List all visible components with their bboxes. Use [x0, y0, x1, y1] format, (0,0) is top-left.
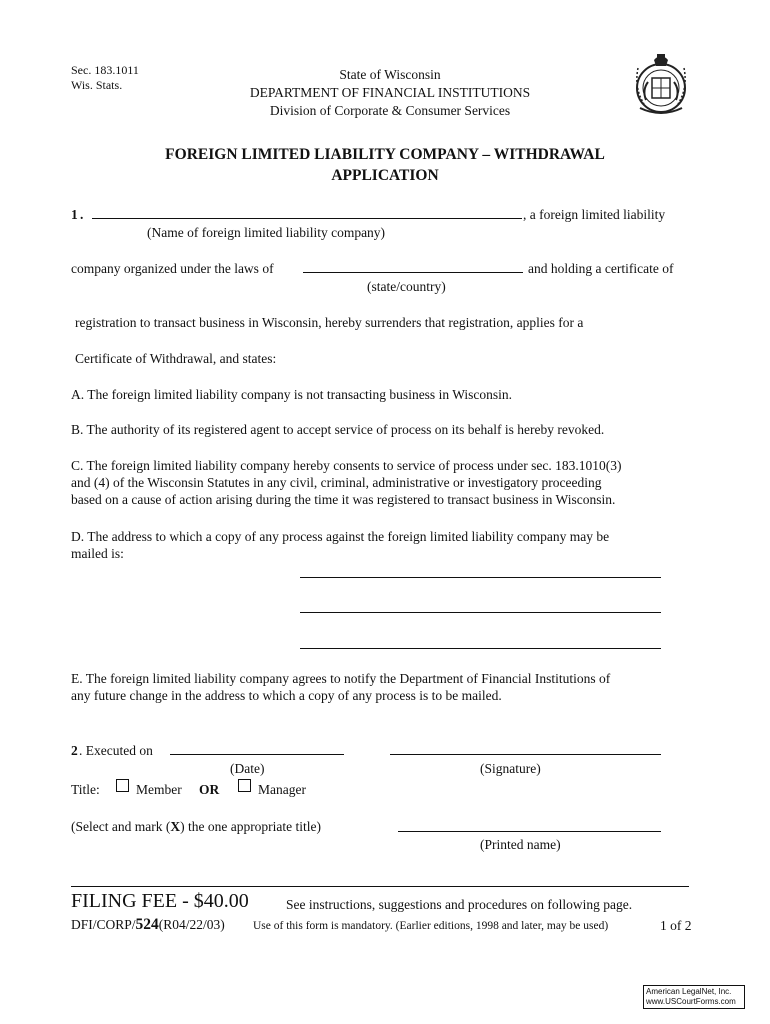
- department-name: DEPARTMENT OF FINANCIAL INSTITUTIONS: [249, 85, 531, 100]
- section-1-period: .: [80, 207, 84, 222]
- signature-field[interactable]: [390, 754, 661, 755]
- statute-reference: [71, 63, 139, 93]
- address-line-3-field[interactable]: [300, 648, 661, 649]
- select-title-instruction: [71, 818, 321, 835]
- filing-fee: FILING FEE - $40.00: [71, 890, 249, 912]
- section-2-number: 2: [71, 743, 78, 758]
- manager-checkbox[interactable]: [238, 779, 251, 792]
- statement-c-line-3: based on a cause of action arising during the time it was registered to transact business in Wisconsin.: [71, 492, 616, 507]
- form-title: [100, 144, 670, 186]
- statement-a: A. The foreign limited liability company is not transacting business in Wisconsin.: [71, 387, 513, 402]
- statement-c: [71, 457, 621, 508]
- agency-header: [200, 66, 580, 119]
- printed-name-caption: (Printed name): [480, 837, 561, 852]
- form-title-line-1: FOREIGN LIMITED LIABILITY COMPANY – WITHDRAWAL: [165, 146, 605, 163]
- form-revision: (R04/22/03): [158, 917, 225, 932]
- registration-text: registration to transact business in Wisconsin, hereby surrenders that registration, applies for a: [75, 315, 584, 330]
- date-caption: (Date): [230, 761, 265, 776]
- footer-divider: [71, 886, 689, 887]
- instructions-note: See instructions, suggestions and procedures on following page.: [286, 897, 633, 912]
- publisher-url: www.USCourtForms.com: [646, 997, 736, 1006]
- statement-d-line-1: D. The address to which a copy of any process against the foreign limited liability company may be: [71, 529, 610, 544]
- select-instruction-prefix: (Select and mark (: [71, 819, 171, 834]
- manager-label: Manager: [258, 782, 306, 797]
- statute-section: Sec. 183.1011: [71, 63, 139, 77]
- statement-b: B. The authority of its registered agent to accept service of process on its behalf is hereby revoked.: [71, 422, 605, 437]
- wisconsin-state-seal-icon: [630, 48, 692, 120]
- address-line-1-field[interactable]: [300, 577, 661, 578]
- company-name-caption: (Name of foreign limited liability company): [147, 225, 386, 240]
- state-country-caption: (state/country): [367, 279, 446, 294]
- statement-c-line-1: C. The foreign limited liability company hereby consents to service of process under sec. 183.1010(3): [71, 458, 622, 473]
- state-name: State of Wisconsin: [339, 67, 441, 82]
- statement-e: [71, 670, 610, 704]
- or-label: OR: [199, 782, 220, 797]
- certificate-text: Certificate of Withdrawal, and states:: [75, 351, 277, 366]
- statement-d-line-2: mailed is:: [71, 546, 124, 561]
- organized-under-text: company organized under the laws of: [71, 261, 274, 276]
- statement-e-line-2: any future change in the address to which a copy of any process is to be mailed.: [71, 688, 502, 703]
- statement-e-line-1: E. The foreign limited liability company agrees to notify the Department of Financial Institutions of: [71, 671, 611, 686]
- member-label: Member: [136, 782, 182, 797]
- form-identifier: [71, 916, 225, 934]
- form-prefix: DFI/CORP/: [71, 917, 136, 932]
- address-line-2-field[interactable]: [300, 612, 661, 613]
- form-title-line-2: APPLICATION: [331, 167, 439, 184]
- division-name: Division of Corporate & Consumer Services: [269, 103, 511, 118]
- statement-d: [71, 528, 609, 562]
- title-label: Title:: [71, 782, 100, 797]
- printed-name-field[interactable]: [398, 831, 661, 832]
- form-number: 524: [135, 916, 159, 933]
- mandatory-note: Use of this form is mandatory. (Earlier editions, 1998 and later, may be used): [253, 920, 609, 932]
- executed-on-label: . Executed on: [79, 743, 153, 758]
- company-name-field[interactable]: [92, 218, 522, 219]
- select-instruction-suffix: ) the one appropriate title): [180, 819, 322, 834]
- select-instruction-x: X: [170, 819, 181, 834]
- publisher-stamp: [643, 985, 745, 1009]
- foreign-llc-text: , a foreign limited liability: [523, 207, 666, 222]
- member-checkbox[interactable]: [116, 779, 129, 792]
- section-1-number: 1: [71, 207, 78, 222]
- state-country-field[interactable]: [303, 272, 523, 273]
- holding-certificate-text: and holding a certificate of: [528, 261, 674, 276]
- signature-caption: (Signature): [480, 761, 541, 776]
- page-indicator: 1 of 2: [660, 918, 692, 933]
- publisher-name: American LegalNet, Inc.: [646, 987, 732, 996]
- statute-source: Wis. Stats.: [71, 78, 123, 92]
- statement-c-line-2: and (4) of the Wisconsin Statutes in any civil, criminal, administrative or investigatory proceeding: [71, 475, 602, 490]
- execution-date-field[interactable]: [170, 754, 344, 755]
